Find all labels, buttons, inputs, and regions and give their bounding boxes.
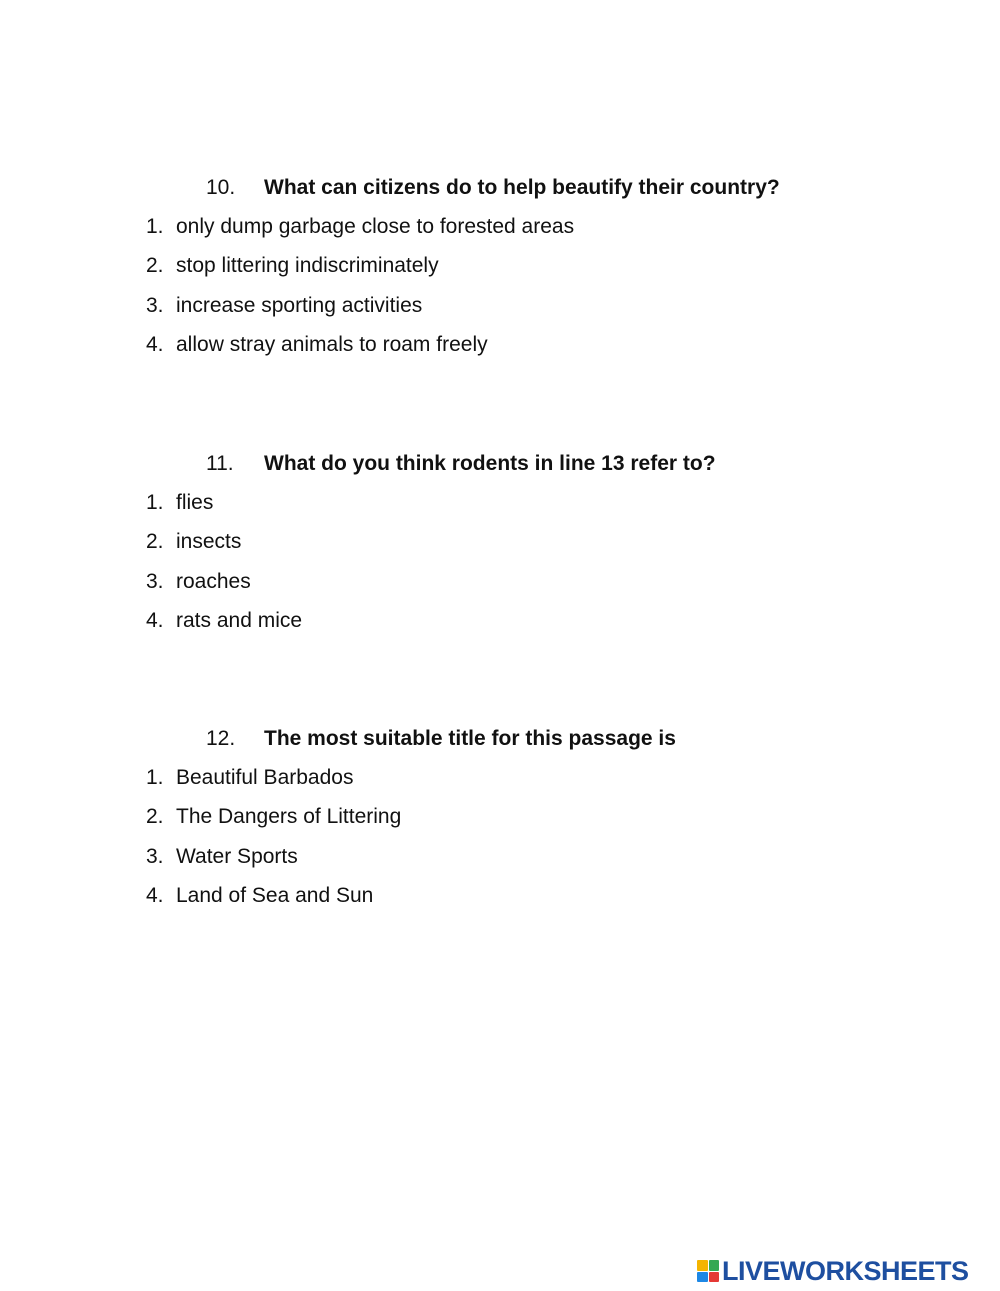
- logo-icon-square: [709, 1272, 720, 1283]
- option-item[interactable]: [0, 530, 1000, 569]
- question-header: [0, 176, 1000, 202]
- option-text: insects: [176, 530, 242, 554]
- logo-icon-square: [697, 1272, 708, 1283]
- question-12: [0, 727, 1000, 923]
- question-number: 11.: [206, 452, 234, 475]
- option-item[interactable]: [0, 845, 1000, 884]
- logo-text: LIVEWORKSHEETS: [722, 1256, 969, 1286]
- option-number: 3.: [146, 293, 164, 317]
- option-list: [0, 766, 1000, 923]
- option-number: 1.: [146, 491, 164, 514]
- question-text: What can citizens do to help beautify their country?: [264, 176, 780, 199]
- option-item[interactable]: [0, 609, 1000, 648]
- question-header: [0, 452, 1000, 478]
- option-number: 1.: [146, 215, 164, 238]
- option-item[interactable]: [0, 254, 1000, 293]
- logo-icon: [697, 1260, 719, 1282]
- option-item[interactable]: [0, 884, 1000, 923]
- question-text: What do you think rodents in line 13 refer to?: [264, 452, 716, 475]
- option-text: flies: [176, 491, 214, 514]
- option-text: stop littering indiscriminately: [176, 254, 439, 278]
- option-item[interactable]: [0, 805, 1000, 844]
- option-text: The Dangers of Littering: [176, 805, 402, 829]
- option-number: 2.: [146, 805, 164, 829]
- option-text: rats and mice: [176, 608, 303, 632]
- option-list: [0, 491, 1000, 648]
- option-text: increase sporting activities: [176, 293, 423, 317]
- option-list: [0, 215, 1000, 372]
- question-text: The most suitable title for this passage is: [264, 727, 676, 750]
- option-item[interactable]: [0, 215, 1000, 254]
- option-text: Water Sports: [176, 844, 298, 868]
- option-item[interactable]: [0, 766, 1000, 805]
- option-text: Beautiful Barbados: [176, 766, 354, 789]
- option-item[interactable]: [0, 294, 1000, 333]
- option-item[interactable]: [0, 570, 1000, 609]
- option-number: 2.: [146, 530, 164, 554]
- option-number: 4.: [146, 332, 164, 356]
- option-text: roaches: [176, 569, 251, 593]
- option-number: 3.: [146, 569, 164, 593]
- question-10: [0, 176, 1000, 372]
- option-number: 4.: [146, 883, 164, 907]
- option-item[interactable]: [0, 333, 1000, 372]
- option-number: 2.: [146, 254, 164, 278]
- option-number: 1.: [146, 766, 164, 789]
- option-number: 3.: [146, 844, 164, 868]
- option-number: 4.: [146, 608, 164, 632]
- option-text: Land of Sea and Sun: [176, 883, 374, 907]
- question-11: [0, 452, 1000, 648]
- logo-icon-square: [709, 1260, 720, 1271]
- logo-icon-square: [697, 1260, 708, 1271]
- question-header: [0, 727, 1000, 753]
- option-text: allow stray animals to roam freely: [176, 332, 488, 356]
- liveworksheets-logo: [697, 1256, 969, 1286]
- question-number: 12.: [206, 727, 236, 750]
- option-item[interactable]: [0, 491, 1000, 530]
- question-number: 10.: [206, 176, 236, 199]
- option-text: only dump garbage close to forested areas: [176, 215, 575, 238]
